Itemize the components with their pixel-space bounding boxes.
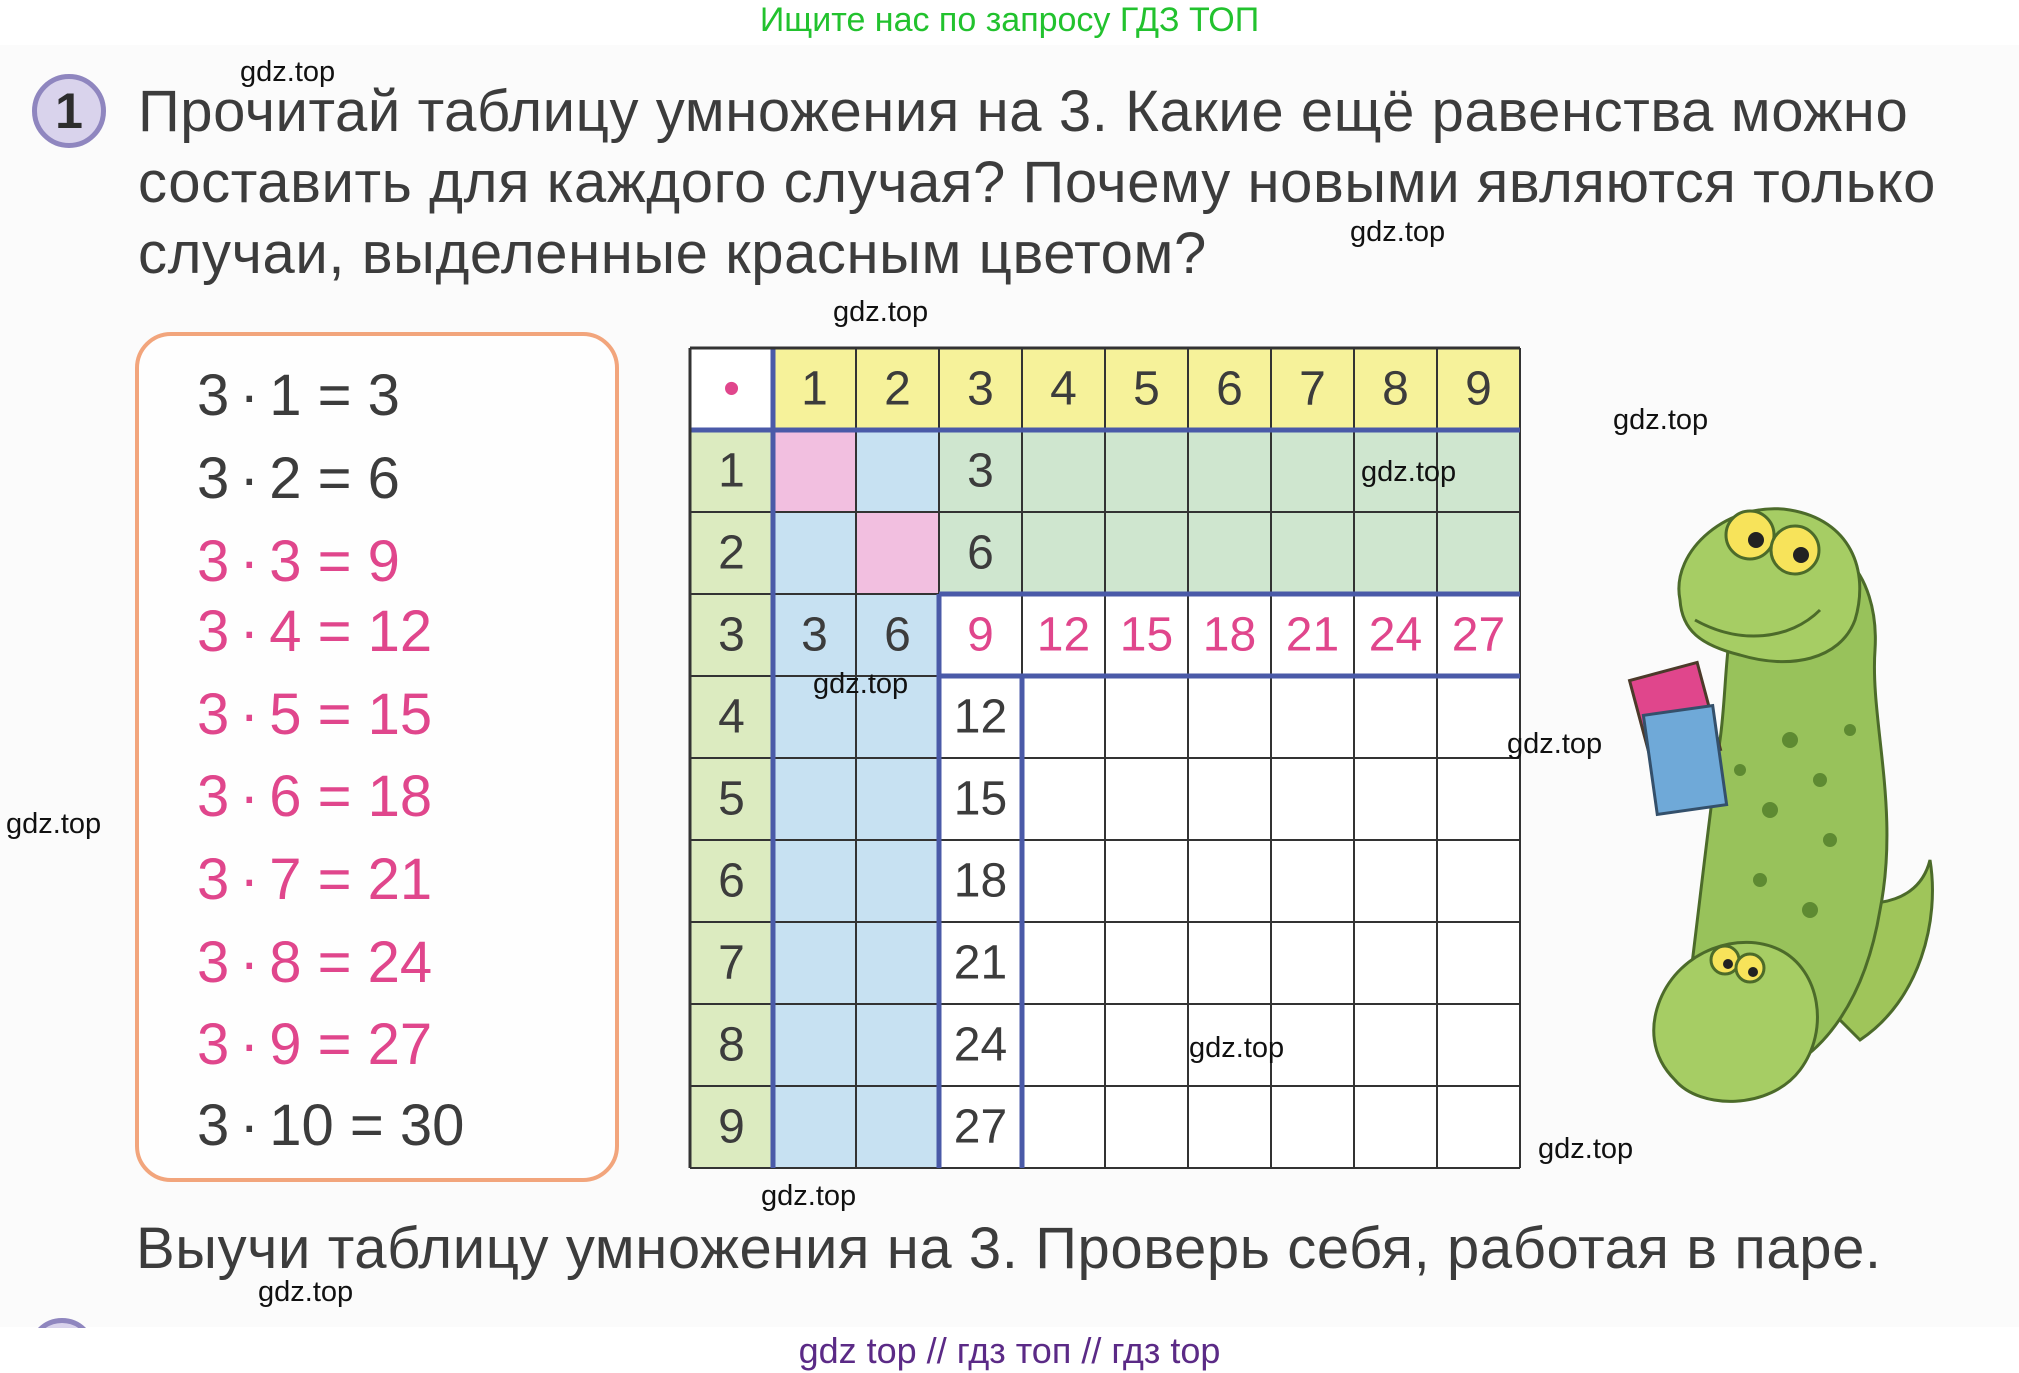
- column-header: 4: [1050, 362, 1077, 416]
- row-header: 1: [718, 444, 745, 498]
- column-header: 8: [1382, 362, 1409, 416]
- crocodile-illustration: [1620, 480, 1950, 1140]
- table-cell-value: 15: [1119, 608, 1174, 662]
- next-task-badge: [28, 1318, 96, 1328]
- equation-row: 3 · 4 = 12: [197, 599, 433, 664]
- task-number-badge: 1: [32, 74, 106, 148]
- column-header: 9: [1465, 362, 1492, 416]
- row-header: 4: [718, 690, 745, 744]
- column-header: 6: [1216, 362, 1243, 416]
- instruction-text: Выучи таблицу умножения на 3. Проверь себя, работая в паре.: [136, 1216, 1882, 1281]
- task-text-line-1: Прочитай таблицу умножения на 3. Какие ещё равенства можно: [138, 79, 1909, 144]
- row-header: 2: [718, 526, 745, 580]
- watermark: gdz.top: [833, 296, 929, 328]
- table-cell-value: 3: [801, 608, 828, 662]
- table-cell-value: 3: [967, 444, 994, 498]
- watermark: gdz.top: [258, 1276, 354, 1308]
- table-cell-value: 9: [967, 608, 994, 662]
- task-text-line-3: случаи, выделенные красным цветом?: [138, 221, 1207, 286]
- task-text-line-2: составить для каждого случая? Почему новыми являются только: [138, 150, 1936, 215]
- watermark: gdz.top: [813, 668, 909, 700]
- watermark: gdz.top: [1361, 456, 1457, 488]
- corner-symbol: •: [723, 362, 740, 416]
- equation-row: 3 · 9 = 27: [197, 1012, 433, 1077]
- watermark: gdz.top: [6, 808, 102, 840]
- equation-row: 3 · 3 = 9: [197, 529, 400, 594]
- book-icon: [1630, 662, 1727, 814]
- search-banner[interactable]: Ищите нас по запросу ГДЗ ТОП: [759, 1, 1260, 39]
- table-cell-value: 18: [953, 854, 1008, 908]
- table-cell-value: 12: [1036, 608, 1091, 662]
- column-header: 7: [1299, 362, 1326, 416]
- watermark: gdz.top: [761, 1180, 857, 1212]
- table-cell-value: 27: [1451, 608, 1506, 662]
- table-cell-value: 27: [953, 1100, 1008, 1154]
- equation-row: 3 · 7 = 21: [197, 847, 433, 912]
- equation-row: 3 · 8 = 24: [197, 930, 433, 995]
- row-header: 6: [718, 854, 745, 908]
- row-header: 3: [718, 608, 745, 662]
- equation-row: 3 · 2 = 6: [197, 446, 400, 511]
- equation-row: 3 · 6 = 18: [197, 764, 433, 829]
- watermark: gdz.top: [1189, 1032, 1285, 1064]
- column-header: 5: [1133, 362, 1160, 416]
- diagonal-1-fill: [773, 430, 856, 512]
- row-header: 5: [718, 772, 745, 826]
- watermark: gdz.top: [240, 56, 336, 88]
- table-cell-value: 24: [1368, 608, 1423, 662]
- table-cell-value: 6: [884, 608, 911, 662]
- next-task-cutoff: [0, 1312, 2019, 1328]
- table-cell-value: 15: [953, 772, 1008, 826]
- footer-watermark: gdz top // гдз топ // гдз top: [798, 1330, 1221, 1371]
- row-header: 9: [718, 1100, 745, 1154]
- row-header: 8: [718, 1018, 745, 1072]
- diagonal-2-fill: [856, 512, 939, 594]
- table-cell-value: 6: [967, 526, 994, 580]
- watermark: gdz.top: [1613, 404, 1709, 436]
- table-cell-value: 12: [953, 690, 1008, 744]
- column-header: 3: [967, 362, 994, 416]
- watermark: gdz.top: [1538, 1133, 1634, 1165]
- watermark: gdz.top: [1507, 728, 1603, 760]
- watermark: gdz.top: [1350, 216, 1446, 248]
- equation-row: 3 · 1 = 3: [197, 363, 400, 428]
- equation-row: 3 · 5 = 15: [197, 682, 433, 747]
- equation-row: 3 · 10 = 30: [197, 1093, 465, 1158]
- row-header: 7: [718, 936, 745, 990]
- column-header: 1: [801, 362, 828, 416]
- table-cell-value: 21: [953, 936, 1008, 990]
- table-cell-value: 18: [1202, 608, 1257, 662]
- table-cell-value: 24: [953, 1018, 1008, 1072]
- table-cell-value: 21: [1285, 608, 1340, 662]
- equations-box: [135, 332, 619, 1182]
- column-header: 2: [884, 362, 911, 416]
